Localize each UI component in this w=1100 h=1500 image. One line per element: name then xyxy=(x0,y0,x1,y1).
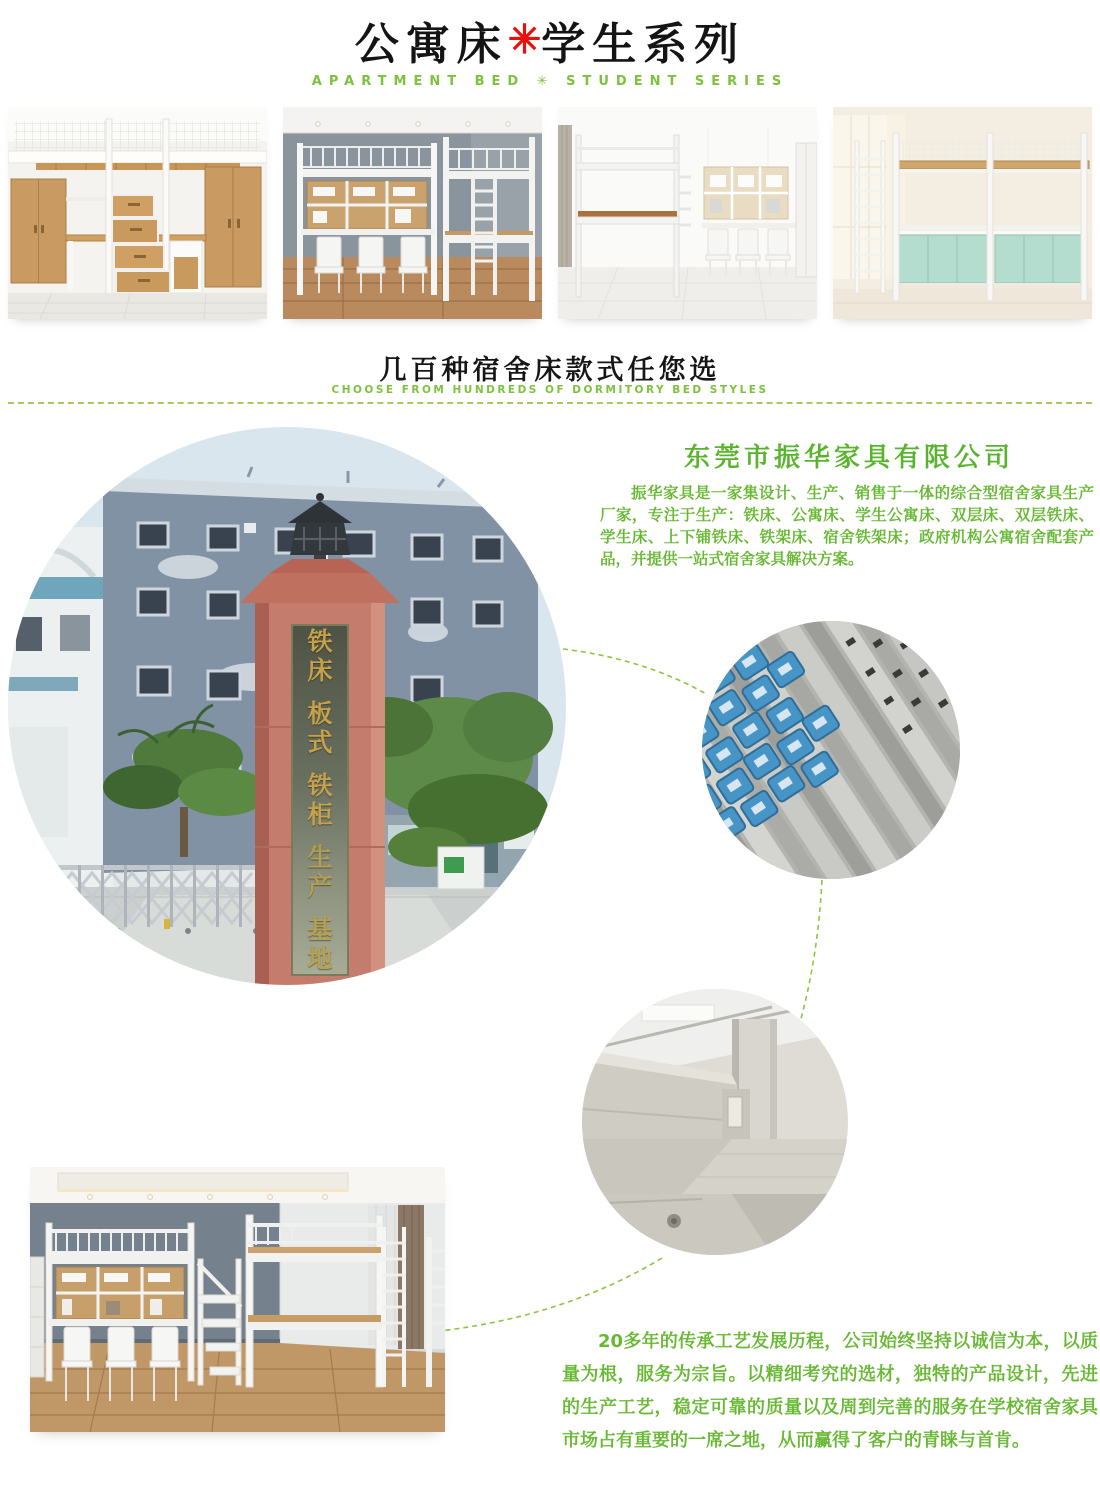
grey-dorm-illustration xyxy=(283,107,542,319)
photo-dorm-room-large xyxy=(30,1167,445,1432)
photo-loft-bed-wardrobe xyxy=(8,107,267,319)
loft-bed-wardrobe-illustration xyxy=(8,107,267,319)
factory-illustration xyxy=(8,427,566,985)
company-history-paragraph: 20多年的传承工艺发展历程，公司始终坚持以诚信为本，以质量为根，服务为宗旨。以精细考究的选材，独特的产品设计，先进的生产工艺，稳定可靠的质量以及周到完善的服务在学校宿舍家具市场占有重要的一席之地，从而赢得了客户的青睐与首肯。 xyxy=(562,1331,1098,1451)
sign-line-2: 板式 xyxy=(307,699,333,757)
page-subtitle-en: APARTMENT BED ✳ STUDENT SERIES xyxy=(311,74,789,89)
tagline-zh: 几百种宿舍床款式任您选 xyxy=(379,355,721,386)
dorm-room-illustration xyxy=(30,1167,445,1432)
white-dorm-illustration xyxy=(558,107,817,319)
bed-joint-detail-photo-circle xyxy=(582,989,848,1255)
factory-photo-circle xyxy=(8,427,566,985)
page-title-left: 公寓床 xyxy=(354,19,508,70)
bed-joint-illustration xyxy=(582,989,848,1255)
star-icon: ✳ xyxy=(507,16,542,63)
photo-white-dorm-bunkbed xyxy=(558,107,817,319)
factory-sign xyxy=(292,627,348,973)
dashed-divider xyxy=(8,402,1092,404)
steel-profiles-illustration xyxy=(702,621,960,879)
tagline-en: CHOOSE FROM HUNDREDS OF DORMITORY BED STYLES xyxy=(331,384,769,396)
photo-mint-cabinet-bunkbeds xyxy=(833,107,1092,319)
photo-grey-dorm-bunkbeds xyxy=(283,107,542,319)
sign-line-4: 生产 xyxy=(307,843,333,901)
company-name: 东莞市振华家具有限公司 xyxy=(683,443,1014,473)
sign-line-1: 铁床 xyxy=(307,627,333,685)
sign-line-5: 基地 xyxy=(307,915,333,973)
company-intro-paragraph: 振华家具是一家集设计、生产、销售于一体的综合型宿舍家具生产厂家，专注于生产：铁床、公寓床、学生公寓床、双层床、双层铁床、学生床、上下铺铁床、铁架床、宿舍铁架床；政府机构公寓宿舍配套产品，并提供一站式宿舍家具解决方案。 xyxy=(600,484,1094,568)
mint-cabinet-illustration xyxy=(833,107,1092,319)
sign-line-3: 铁柜 xyxy=(307,771,333,829)
steel-profiles-photo-circle xyxy=(702,621,960,879)
page-title-right: 学生系列 xyxy=(541,19,746,70)
page-title xyxy=(0,16,1100,72)
